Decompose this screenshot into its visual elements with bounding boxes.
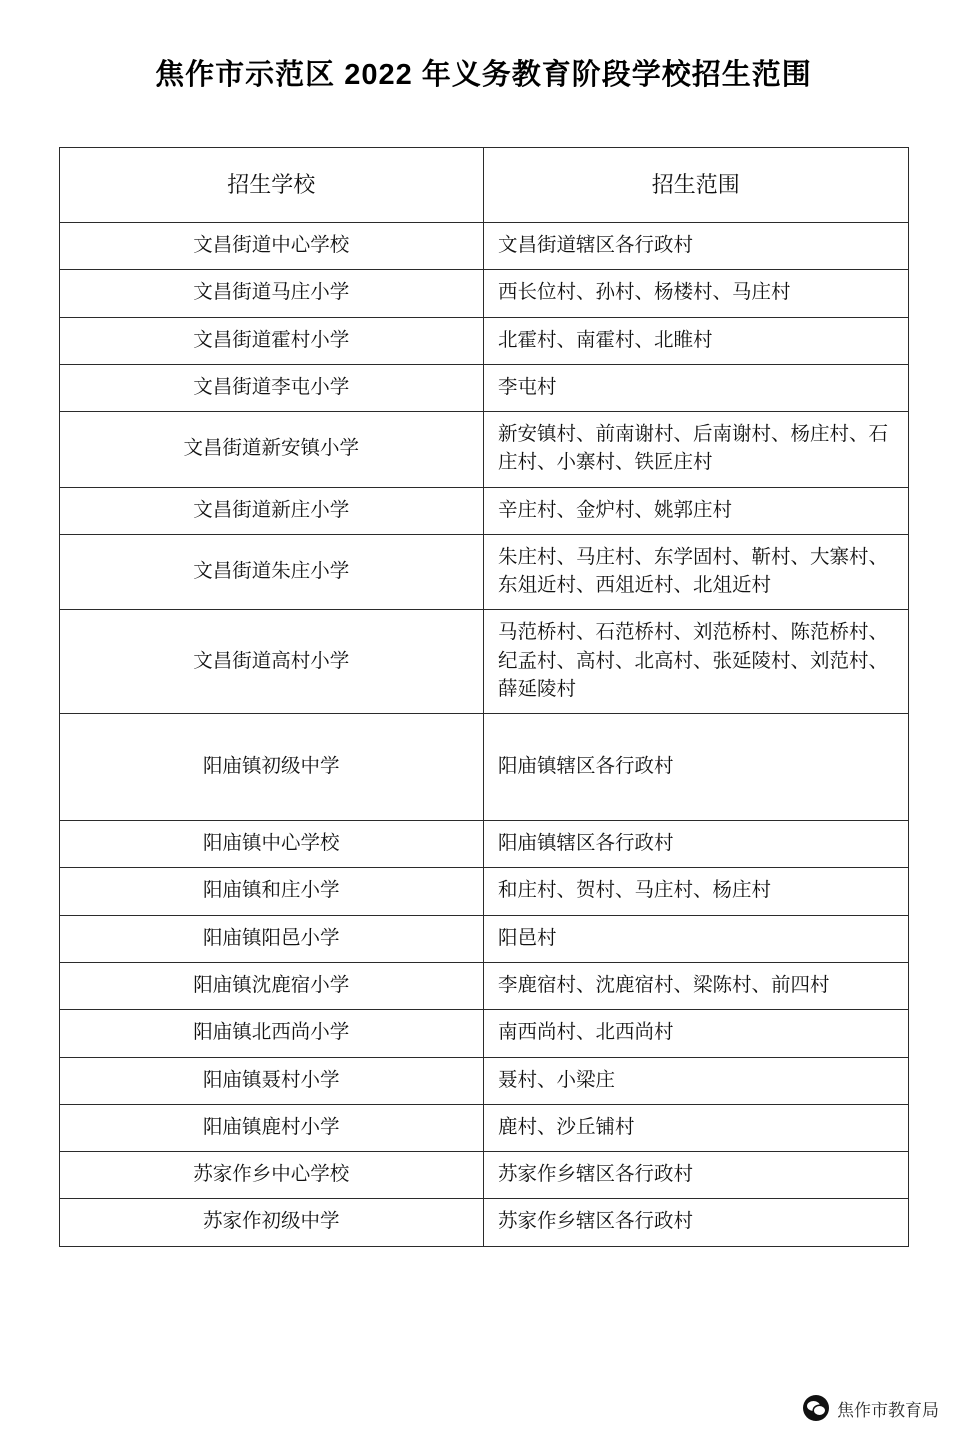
- cell-school: 阳庙镇北西尚小学: [59, 1010, 484, 1057]
- table-row: [59, 714, 908, 821]
- cell-school: 文昌街道李屯小学: [59, 364, 484, 411]
- table-row: [59, 487, 908, 534]
- table-row: [59, 412, 908, 488]
- cell-scope: 南西尚村、北西尚村: [484, 1010, 909, 1057]
- table-row: [59, 1057, 908, 1104]
- table-row: [59, 1104, 908, 1151]
- cell-school: 阳庙镇中心学校: [59, 821, 484, 868]
- cell-school: 阳庙镇阳邑小学: [59, 915, 484, 962]
- table-row: [59, 364, 908, 411]
- cell-scope: 和庄村、贺村、马庄村、杨庄村: [484, 868, 909, 915]
- table-header: [59, 148, 908, 223]
- admissions-table: [59, 147, 909, 1247]
- cell-scope: 李鹿宿村、沈鹿宿村、梁陈村、前四村: [484, 962, 909, 1009]
- table-row: [59, 821, 908, 868]
- cell-scope: 阳庙镇辖区各行政村: [484, 714, 909, 821]
- cell-school: 阳庙镇聂村小学: [59, 1057, 484, 1104]
- cell-school: 苏家作初级中学: [59, 1199, 484, 1246]
- cell-scope: 鹿村、沙丘铺村: [484, 1104, 909, 1151]
- cell-school: 阳庙镇和庄小学: [59, 868, 484, 915]
- cell-school: 阳庙镇沈鹿宿小学: [59, 962, 484, 1009]
- wechat-icon: [803, 1395, 829, 1421]
- cell-school: 文昌街道新安镇小学: [59, 412, 484, 488]
- cell-scope: 阳庙镇辖区各行政村: [484, 821, 909, 868]
- cell-school: 文昌街道高村小学: [59, 610, 484, 714]
- table-header-row: [59, 148, 908, 223]
- table-row: [59, 534, 908, 610]
- cell-scope: 苏家作乡辖区各行政村: [484, 1152, 909, 1199]
- table-body: [59, 223, 908, 1247]
- column-header-school: 招生学校: [59, 148, 484, 223]
- cell-scope: 聂村、小梁庄: [484, 1057, 909, 1104]
- cell-school: 文昌街道霍村小学: [59, 317, 484, 364]
- table-row: [59, 223, 908, 270]
- cell-scope: 西长位村、孙村、杨楼村、马庄村: [484, 270, 909, 317]
- cell-school: 文昌街道新庄小学: [59, 487, 484, 534]
- table-row: [59, 1010, 908, 1057]
- cell-scope: 辛庄村、金炉村、姚郭庄村: [484, 487, 909, 534]
- cell-scope: 朱庄村、马庄村、东学固村、靳村、大寨村、东俎近村、西俎近村、北俎近村: [484, 534, 909, 610]
- cell-scope: 李屯村: [484, 364, 909, 411]
- cell-scope: 北霍村、南霍村、北睢村: [484, 317, 909, 364]
- column-header-scope: 招生范围: [484, 148, 909, 223]
- table-row: [59, 915, 908, 962]
- cell-scope: 阳邑村: [484, 915, 909, 962]
- cell-scope: 苏家作乡辖区各行政村: [484, 1199, 909, 1246]
- table-row: [59, 868, 908, 915]
- cell-school: 文昌街道中心学校: [59, 223, 484, 270]
- cell-school: 苏家作乡中心学校: [59, 1152, 484, 1199]
- table-row: [59, 610, 908, 714]
- cell-scope: 新安镇村、前南谢村、后南谢村、杨庄村、石庄村、小寨村、铁匠庄村: [484, 412, 909, 488]
- table-row: [59, 270, 908, 317]
- cell-scope: 马范桥村、石范桥村、刘范桥村、陈范桥村、纪孟村、高村、北高村、张延陵村、刘范村、薛延陵村: [484, 610, 909, 714]
- footer-account: [803, 1395, 939, 1421]
- cell-school: 文昌街道朱庄小学: [59, 534, 484, 610]
- table-row: [59, 1152, 908, 1199]
- admissions-table-container: [59, 147, 909, 1247]
- cell-school: 阳庙镇鹿村小学: [59, 1104, 484, 1151]
- table-row: [59, 317, 908, 364]
- table-row: [59, 962, 908, 1009]
- page-title: 焦作市示范区 2022 年义务教育阶段学校招生范围: [155, 59, 812, 91]
- table-row: [59, 1199, 908, 1246]
- cell-scope: 文昌街道辖区各行政村: [484, 223, 909, 270]
- cell-school: 阳庙镇初级中学: [59, 714, 484, 821]
- footer-account-name: 焦作市教育局: [837, 1400, 939, 1420]
- cell-school: 文昌街道马庄小学: [59, 270, 484, 317]
